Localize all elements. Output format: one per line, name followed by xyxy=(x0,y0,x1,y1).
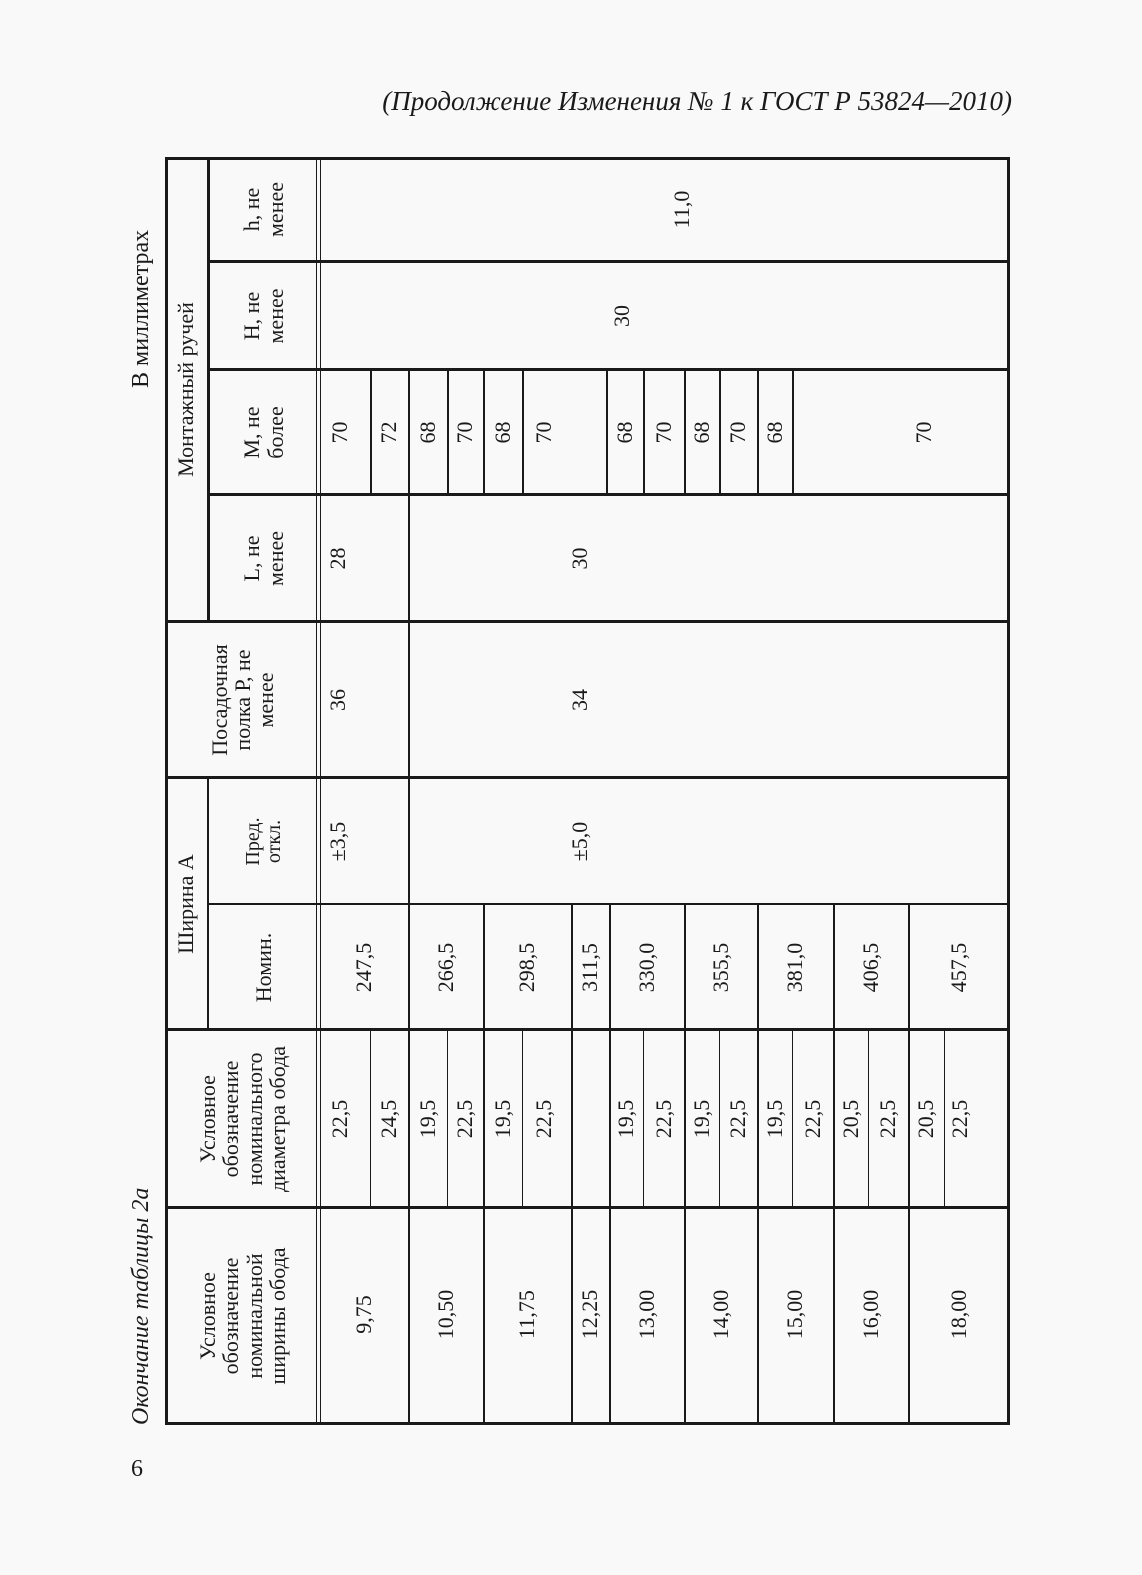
diameter-cell: 19,5 xyxy=(761,1099,787,1139)
header-width-a-nominal: Номин. xyxy=(250,932,276,1003)
table-rule xyxy=(1007,157,1010,1425)
table-rule xyxy=(408,1030,410,1208)
diameter-cell: 22,5 xyxy=(725,1099,751,1139)
diameter-cell: 22,5 xyxy=(947,1099,972,1139)
diameter-cell: 20,5 xyxy=(913,1099,939,1139)
table-rule xyxy=(207,778,209,1030)
diameter-cell: 19,5 xyxy=(489,1099,515,1139)
table-rule xyxy=(370,1030,371,1208)
table-rule xyxy=(483,1208,485,1425)
nominal-a-cell: 406,5 xyxy=(857,942,883,993)
table-rule xyxy=(483,370,485,495)
rim-width-cell: 15,00 xyxy=(782,1289,808,1340)
header-h-upper: Н, не менее xyxy=(239,288,288,344)
table-rule xyxy=(522,1030,523,1208)
diameter-cell: 22,5 xyxy=(799,1099,825,1139)
m-cell: 70 xyxy=(725,421,751,444)
table-rule xyxy=(643,1030,644,1208)
table-rule xyxy=(320,157,321,1425)
table-rule xyxy=(609,1030,611,1208)
header-l: L, не менее xyxy=(239,530,288,586)
table-rule xyxy=(792,370,794,495)
table-rule xyxy=(207,157,210,622)
table-rule xyxy=(757,905,759,1030)
table-rule xyxy=(833,1208,835,1425)
table-rule xyxy=(408,370,410,495)
running-head: (Продолжение Изменения № 1 к ГОСТ Р 53824—2010) xyxy=(382,86,1012,116)
diameter-cell: 22,5 xyxy=(327,1099,352,1139)
diameter-cell: 19,5 xyxy=(613,1099,639,1139)
nominal-a-cell: 311,5 xyxy=(577,943,603,992)
table-rule xyxy=(370,370,372,495)
table-rule xyxy=(908,1208,910,1425)
m-cell: 68 xyxy=(611,421,637,444)
table-rule xyxy=(609,1208,611,1425)
diameter-cell: 22,5 xyxy=(650,1099,676,1139)
tolerance-rest: ±5,0 xyxy=(567,821,592,862)
diameter-cell: 22,5 xyxy=(875,1099,901,1139)
m-cell: 68 xyxy=(414,421,440,444)
table-rule xyxy=(684,370,686,495)
header-seat-p: Посадочная полка Р, не менее xyxy=(206,644,279,756)
table-rule xyxy=(609,905,611,1030)
tolerance-first: ±3,5 xyxy=(325,821,350,862)
seat-p-first: 36 xyxy=(325,689,350,711)
table-rule xyxy=(868,1030,869,1208)
table-rule xyxy=(571,1030,573,1208)
h-lower-all: 11,0 xyxy=(669,190,694,229)
m-cell: 70 xyxy=(327,421,352,444)
header-width-a: Ширина А xyxy=(173,854,199,954)
rim-width-cell: 13,00 xyxy=(633,1289,659,1340)
diameter-cell: 20,5 xyxy=(837,1099,863,1139)
table-rule xyxy=(684,1030,686,1208)
nominal-a-cell: 247,5 xyxy=(351,942,377,993)
table-rule xyxy=(571,905,573,1030)
header-width-a-tolerance: Пред. откл. xyxy=(241,817,285,866)
header-rim-diameter: Условное обозначение номинального диаметра обода xyxy=(195,1045,290,1193)
table-rule xyxy=(908,1030,910,1208)
table-rule xyxy=(684,905,686,1030)
table-rule xyxy=(719,1030,720,1208)
diameter-cell: 24,5 xyxy=(376,1099,402,1139)
table-rule xyxy=(165,1206,1010,1209)
m-cell: 68 xyxy=(761,421,787,444)
table-rule xyxy=(207,260,1010,263)
table-rule xyxy=(408,495,410,905)
diameter-cell: 19,5 xyxy=(688,1099,714,1139)
l-first: 28 xyxy=(325,547,350,570)
table-rule xyxy=(207,493,1010,496)
table-rule xyxy=(908,905,910,1030)
header-h-lower: h, не менее xyxy=(239,181,288,237)
diameter-cell: 22,5 xyxy=(531,1099,556,1139)
table-rule xyxy=(483,905,485,1030)
table-rule xyxy=(571,1208,573,1425)
nominal-a-cell: 355,5 xyxy=(707,942,733,993)
rim-width-cell: 10,50 xyxy=(432,1289,458,1340)
table-rule xyxy=(483,1030,485,1208)
table-rule xyxy=(447,1030,448,1208)
table-rule xyxy=(833,1030,835,1208)
rim-width-cell: 18,00 xyxy=(946,1289,972,1340)
header-mounting-well: Монтажный ручей xyxy=(173,302,199,477)
header-rim-width: Условное обозначение номинальной ширины обода xyxy=(195,1247,290,1385)
table-rule xyxy=(833,905,835,1030)
nominal-a-cell: 298,5 xyxy=(514,942,540,993)
units-note: В миллиметрах xyxy=(128,229,154,388)
table-rule xyxy=(165,1422,1010,1425)
m-cell: 68 xyxy=(489,421,515,444)
table-rule xyxy=(606,370,608,495)
rim-width-cell: 14,00 xyxy=(707,1289,733,1340)
diameter-cell: 22,5 xyxy=(452,1099,478,1139)
table-rule xyxy=(165,1028,1010,1031)
table-rule xyxy=(165,157,168,1425)
table-rule xyxy=(684,1208,686,1425)
nominal-a-cell: 381,0 xyxy=(782,942,808,993)
diameter-cell: 19,5 xyxy=(414,1099,440,1139)
m-tail: 70 xyxy=(911,421,936,444)
rim-width-cell: 16,00 xyxy=(857,1289,883,1340)
table-2a xyxy=(165,157,1010,1425)
nominal-a-cell: 330,0 xyxy=(633,942,659,993)
table-rule xyxy=(165,620,1010,623)
seat-p-rest: 34 xyxy=(567,689,592,711)
rim-width-cell: 9,75 xyxy=(351,1295,377,1334)
table-rule xyxy=(165,776,1010,779)
page-number: 6 xyxy=(131,1456,143,1482)
header-m: М, не более xyxy=(239,406,288,459)
rim-width-cell: 12,25 xyxy=(577,1289,603,1340)
table-rule xyxy=(719,370,721,495)
table-rule xyxy=(522,370,524,495)
table-rule xyxy=(643,370,645,495)
nominal-a-cell: 266,5 xyxy=(432,942,458,993)
table-rule xyxy=(792,1030,793,1208)
m-cell: 68 xyxy=(688,421,714,444)
nominal-a-cell: 457,5 xyxy=(946,942,972,993)
m-cell: 70 xyxy=(452,421,478,444)
table-rule xyxy=(757,370,759,495)
table-rule xyxy=(447,370,449,495)
m-cell: 72 xyxy=(376,421,402,444)
table-rule xyxy=(757,1208,759,1425)
table-rule xyxy=(757,1030,759,1208)
h-upper-all: 30 xyxy=(609,305,634,327)
table-rule xyxy=(944,1030,945,1208)
l-rest: 30 xyxy=(567,547,592,570)
m-cell: 70 xyxy=(650,421,676,444)
table-rule xyxy=(408,1208,410,1425)
table-rule xyxy=(207,368,1010,371)
table-rule xyxy=(165,157,1010,160)
rim-width-cell: 11,75 xyxy=(514,1290,540,1339)
m-cell: 70 xyxy=(531,421,556,444)
table-caption: Окончание таблицы 2а xyxy=(128,1187,154,1425)
table-rule xyxy=(316,157,317,1425)
table-rule xyxy=(408,905,410,1030)
